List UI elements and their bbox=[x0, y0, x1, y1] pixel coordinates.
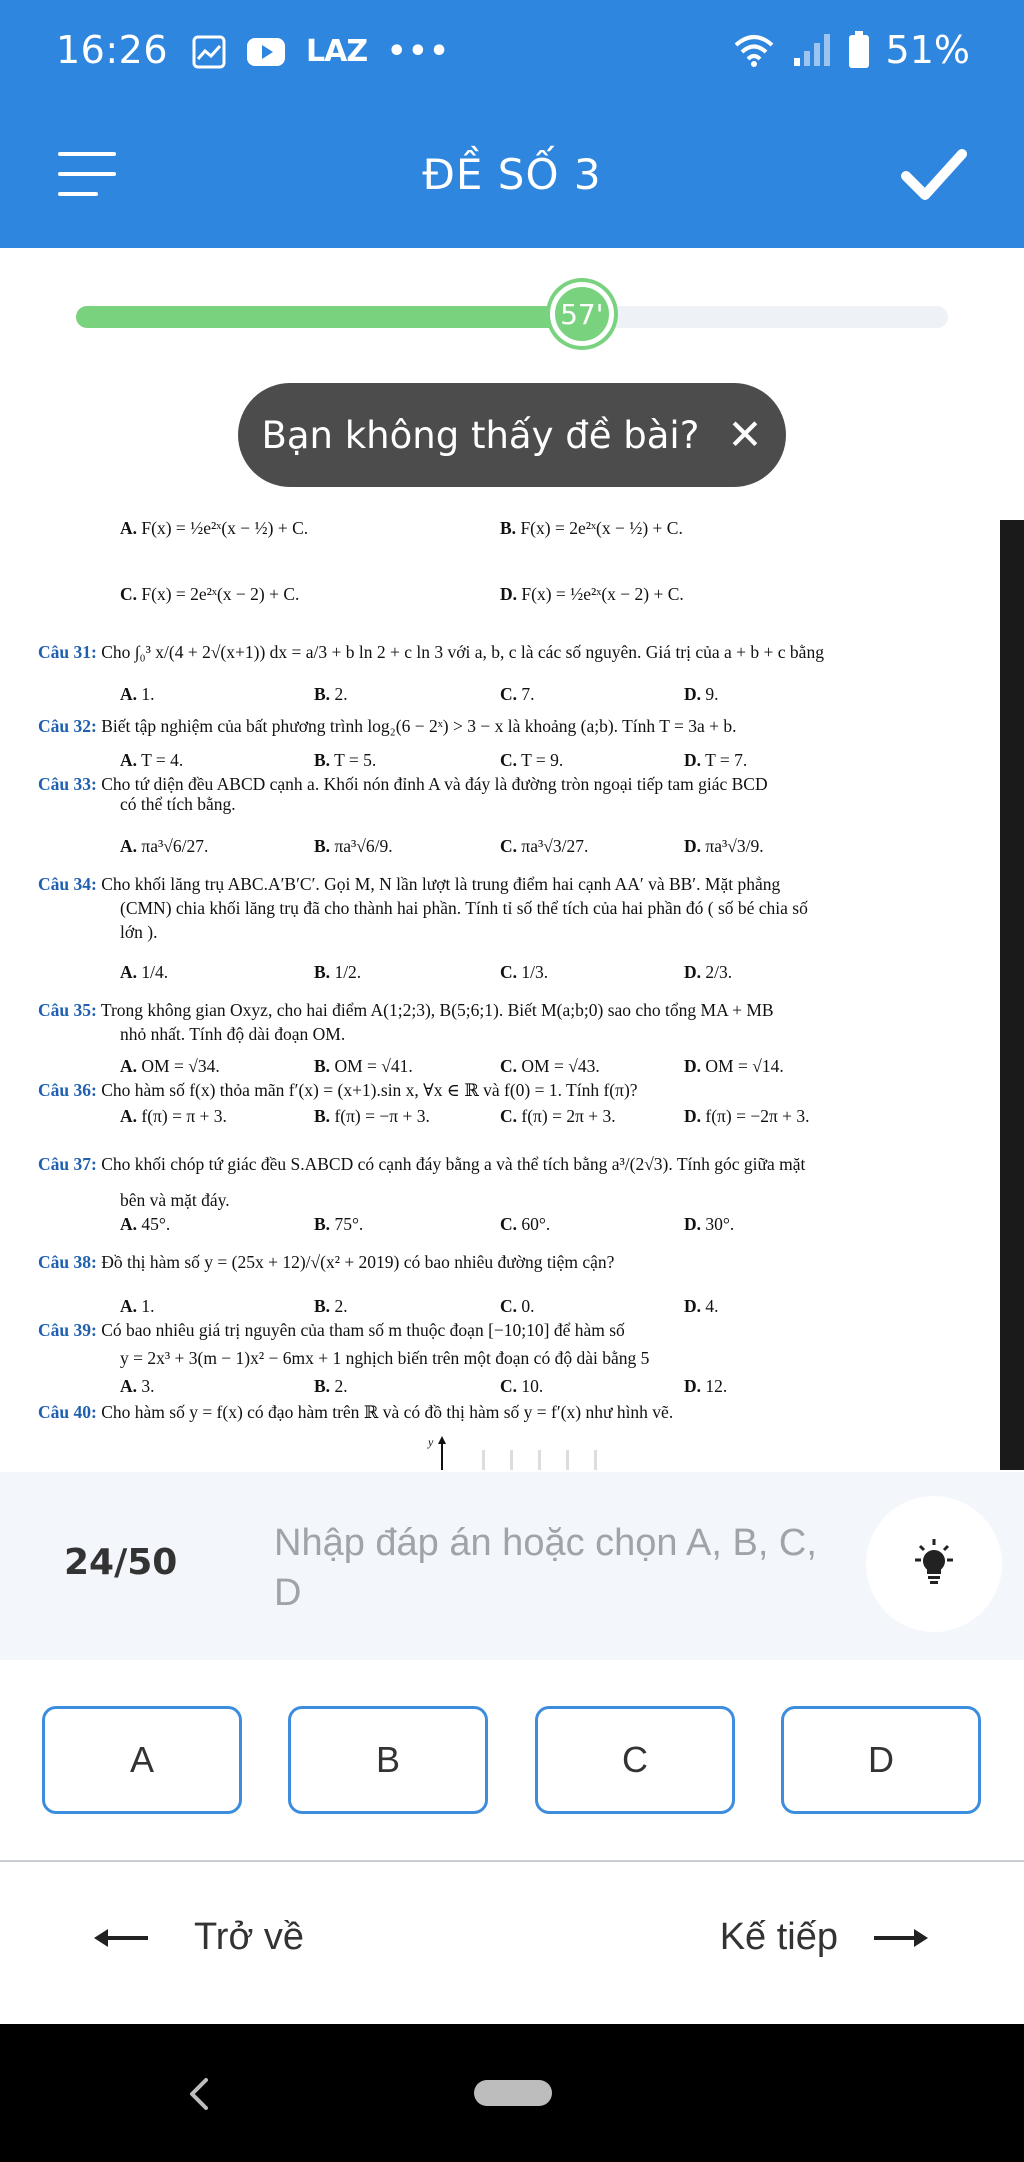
toast-message: Bạn không thấy đề bài? bbox=[261, 413, 700, 457]
question-34-line-2: (CMN) chia khối lăng trụ đã cho thành hai phần. Tính tỉ số thể tích của hai phần đó ( số bé chia số bbox=[120, 898, 808, 918]
option-d: D. 4. bbox=[684, 1296, 719, 1316]
question-34-line-3: lớn ). bbox=[120, 922, 158, 942]
submit-check-icon[interactable] bbox=[900, 144, 968, 204]
status-time: 16:26 bbox=[56, 28, 169, 72]
arrow-left-icon bbox=[94, 1925, 150, 1951]
option-a: A. πa³√6/27. bbox=[120, 836, 209, 856]
question-33: Câu 33: Cho tứ diện đều ABCD cạnh a. Khối nón đỉnh A và đáy là đường tròn ngoại tiếp tam giác BCD bbox=[38, 774, 768, 794]
notification-icons bbox=[192, 34, 451, 69]
next-label: Kế tiếp bbox=[719, 1916, 838, 1958]
timer-badge: 57' bbox=[550, 282, 614, 346]
option-d: D. OM = √14. bbox=[684, 1056, 784, 1076]
arrow-right-icon bbox=[872, 1925, 928, 1951]
option-b: B. T = 5. bbox=[314, 750, 377, 770]
signal-icon bbox=[792, 32, 832, 68]
divider bbox=[0, 1860, 1024, 1862]
question-31: Câu 31: Cho ∫₀³ x/(4 + 2√(x+1)) dx = a/3 + b ln 2 + c ln 3 với a, b, c là các số nguyên. Giá trị của a + b + c bằng bbox=[38, 642, 824, 662]
option-a: A. T = 4. bbox=[120, 750, 184, 770]
option-a: A. 45°. bbox=[120, 1214, 171, 1234]
question-39-line-2: y = 2x³ + 3(m − 1)x² − 6mx + 1 nghịch biến trên một đoạn có độ dài bằng 5 bbox=[120, 1348, 650, 1368]
option-b: B. 75°. bbox=[314, 1214, 364, 1234]
timer-progress-fill bbox=[76, 306, 582, 328]
option-a: A. OM = √34. bbox=[120, 1056, 220, 1076]
option-c: C. 1/3. bbox=[500, 962, 549, 982]
option-a: A. F(x) = ½e²ˣ(x − ½) + C. bbox=[120, 518, 309, 538]
option-b: B. 2. bbox=[314, 1376, 348, 1396]
option-a: A. 1. bbox=[120, 1296, 155, 1316]
laz-icon: LAZ bbox=[306, 34, 368, 69]
question-39: Câu 39: Có bao nhiêu giá trị nguyên của tham số m thuộc đoạn [−10;10] để hàm số bbox=[38, 1320, 625, 1340]
option-c: C. OM = √43. bbox=[500, 1056, 600, 1076]
system-navigation-bar bbox=[0, 2024, 1024, 2162]
option-a: A. 1. bbox=[120, 684, 155, 704]
exam-document bbox=[0, 500, 1000, 1470]
option-d: D. F(x) = ½e²ˣ(x − 2) + C. bbox=[500, 584, 684, 604]
gallery-icon bbox=[192, 35, 226, 69]
choice-c-button[interactable]: C bbox=[535, 1706, 735, 1814]
question-35: Câu 35: Trong không gian Oxyz, cho hai điểm A(1;2;3), B(5;6;1). Biết M(a;b;0) sao cho tổng MA + MB bbox=[38, 1000, 774, 1020]
question-34: Câu 34: Cho khối lăng trụ ABC.A′B′C′. Gọi M, N lần lượt là trung điểm hai cạnh AA′ và BB′. Mặt phẳng bbox=[38, 874, 781, 894]
document-scrollbar[interactable] bbox=[1000, 520, 1024, 1470]
option-c: C. πa³√3/27. bbox=[500, 836, 589, 856]
close-icon[interactable]: ✕ bbox=[727, 410, 763, 459]
option-b: B. 2. bbox=[314, 684, 348, 704]
option-a: A. f(π) = π + 3. bbox=[120, 1106, 227, 1126]
option-c: C. F(x) = 2e²ˣ(x − 2) + C. bbox=[120, 584, 300, 604]
wifi-icon bbox=[732, 33, 776, 67]
answer-input[interactable]: Nhập đáp án hoặc chọn A, B, C, D bbox=[274, 1522, 817, 1614]
option-d: D. 12. bbox=[684, 1376, 728, 1396]
question-37-line-2: bên và mặt đáy. bbox=[120, 1190, 230, 1210]
back-button[interactable] bbox=[94, 1916, 304, 1959]
question-33-line-2: có thể tích bằng. bbox=[120, 794, 236, 814]
question-38: Câu 38: Đồ thị hàm số y = (25x + 12)/√(x² + 2019) có bao nhiêu đường tiệm cận? bbox=[38, 1252, 615, 1272]
option-b: B. 1/2. bbox=[314, 962, 362, 982]
page-title: ĐỀ SỐ 3 bbox=[422, 150, 602, 199]
option-c: C. 7. bbox=[500, 684, 535, 704]
more-notifications-icon: ••• bbox=[387, 34, 451, 69]
question-navigation bbox=[0, 1896, 1024, 1996]
missing-question-toast[interactable] bbox=[238, 383, 786, 487]
option-b: B. πa³√6/9. bbox=[314, 836, 393, 856]
status-bar bbox=[0, 0, 1024, 108]
option-d: D. 2/3. bbox=[684, 962, 733, 982]
option-d: D. 9. bbox=[684, 684, 719, 704]
option-b: B. f(π) = −π + 3. bbox=[314, 1106, 430, 1126]
system-back-icon[interactable] bbox=[186, 2076, 212, 2112]
app-bar bbox=[0, 108, 1024, 248]
question-37: Câu 37: Cho khối chóp tứ giác đều S.ABCD có cạnh đáy bằng a và thể tích bằng a³/(2√3). Tính góc giữa mặt bbox=[38, 1154, 806, 1174]
choice-d-button[interactable]: D bbox=[781, 1706, 981, 1814]
option-d: D. 30°. bbox=[684, 1214, 735, 1234]
answer-bar bbox=[0, 1472, 1024, 1660]
question-36: Câu 36: Cho hàm số f(x) thỏa mãn f′(x) = (x+1).sin x, ∀x ∈ ℝ và f(0) = 1. Tính f(π)? bbox=[38, 1080, 638, 1100]
option-b: B. 2. bbox=[314, 1296, 348, 1316]
system-home-pill[interactable] bbox=[474, 2080, 552, 2106]
question-35-line-2: nhỏ nhất. Tính độ dài đoạn OM. bbox=[120, 1024, 346, 1044]
next-button[interactable] bbox=[720, 1916, 928, 1959]
question-32: Câu 32: Biết tập nghiệm của bất phương trình log₂(6 − 2ˣ) > 3 − x là khoảng (a;b). Tính T = 3a + b. bbox=[38, 716, 737, 736]
option-b: B. F(x) = 2e²ˣ(x − ½) + C. bbox=[500, 518, 683, 538]
timer-progress-bar bbox=[76, 297, 948, 331]
system-indicators bbox=[732, 28, 970, 72]
option-a: A. 1/4. bbox=[120, 962, 169, 982]
youtube-icon bbox=[246, 37, 286, 67]
question-counter: 24/50 bbox=[64, 1542, 178, 1583]
option-d: D. f(π) = −2π + 3. bbox=[684, 1106, 810, 1126]
answer-choices bbox=[0, 1706, 1024, 1816]
option-c: C. T = 9. bbox=[500, 750, 564, 770]
option-c: C. 0. bbox=[500, 1296, 535, 1316]
graph-preview bbox=[424, 1428, 644, 1470]
option-d: D. T = 7. bbox=[684, 750, 748, 770]
battery-percent: 51% bbox=[885, 28, 970, 72]
back-label: Trở về bbox=[194, 1916, 305, 1958]
option-c: C. f(π) = 2π + 3. bbox=[500, 1106, 616, 1126]
option-a: A. 3. bbox=[120, 1376, 155, 1396]
lightbulb-icon bbox=[906, 1536, 962, 1592]
question-40: Câu 40: Cho hàm số y = f(x) có đạo hàm trên ℝ và có đồ thị hàm số y = f′(x) như hình vẽ. bbox=[38, 1402, 674, 1422]
battery-icon bbox=[848, 31, 870, 69]
option-c: C. 60°. bbox=[500, 1214, 551, 1234]
option-d: D. πa³√3/9. bbox=[684, 836, 764, 856]
graph-axis-label: y bbox=[428, 1435, 434, 1449]
choice-b-button[interactable]: B bbox=[288, 1706, 488, 1814]
option-b: B. OM = √41. bbox=[314, 1056, 413, 1076]
choice-a-button[interactable]: A bbox=[42, 1706, 242, 1814]
hint-button[interactable] bbox=[866, 1496, 1002, 1632]
option-c: C. 10. bbox=[500, 1376, 544, 1396]
